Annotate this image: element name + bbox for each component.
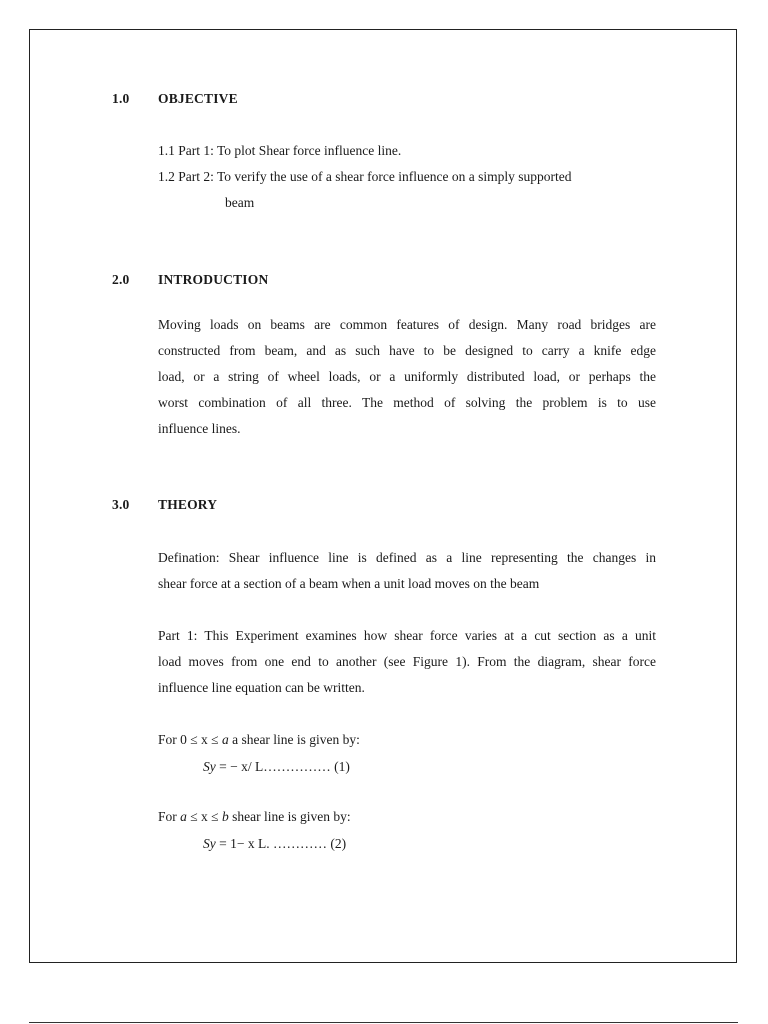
condition-text: a shear line is given by: xyxy=(228,732,360,747)
section-title: OBJECTIVE xyxy=(158,91,238,106)
paragraph-line: shear force at a section of a beam when a unit load moves on the beam xyxy=(158,576,540,591)
paragraph-line: Defination: Shear influence line is defined as a line representing the changes in xyxy=(158,550,656,565)
objective-item-2-continued: beam xyxy=(225,195,255,210)
paragraph-line: load, or a string of wheel loads, or a uniformly distributed load, or perhaps the xyxy=(158,369,656,384)
paragraph-line: Part 1: This Experiment examines how shear force varies at a cut section as a unit xyxy=(158,628,656,643)
variable-a: a xyxy=(180,809,187,824)
variable-b: b xyxy=(221,809,229,824)
equation-2 xyxy=(203,836,346,852)
section-number: 3.0 xyxy=(112,497,130,512)
equation-1 xyxy=(203,759,350,775)
paragraph-line: influence lines. xyxy=(158,421,241,436)
equation-rhs: = 1− x L. ………… (2) xyxy=(215,836,347,851)
objective-item-1: 1.1 Part 1: To plot Shear force influence line. xyxy=(158,143,402,158)
paragraph-line: Moving loads on beams are common features of design. Many road bridges are xyxy=(158,317,656,332)
section-title: THEORY xyxy=(158,497,218,512)
condition-text: shear line is given by: xyxy=(228,809,351,824)
next-page-border xyxy=(29,1022,738,1023)
condition-1 xyxy=(158,732,360,748)
section-title: INTRODUCTION xyxy=(158,272,269,287)
equation-lhs: Sy xyxy=(203,759,216,774)
paragraph-line: load moves from one end to another (see Figure 1). From the diagram, shear force xyxy=(158,654,656,669)
section-number: 1.0 xyxy=(112,91,130,106)
objective-item-2: 1.2 Part 2: To verify the use of a shear force influence on a simply supported xyxy=(158,169,572,184)
definition-paragraph xyxy=(158,549,656,601)
paragraph-line: influence line equation can be written. xyxy=(158,680,365,695)
condition-text: For 0 ≤ x ≤ xyxy=(158,732,222,747)
variable-a: a xyxy=(221,732,229,747)
equation-rhs: = − x/ L…………… (1) xyxy=(215,759,350,774)
equation-lhs: Sy xyxy=(203,836,216,851)
section-number: 2.0 xyxy=(112,272,130,287)
condition-text: For xyxy=(158,809,181,824)
introduction-paragraph xyxy=(158,316,656,446)
condition-2 xyxy=(158,809,351,825)
part1-paragraph xyxy=(158,627,656,705)
paragraph-line: constructed from beam, and as such have to be designed to carry a knife edge xyxy=(158,343,656,358)
condition-text: ≤ x ≤ xyxy=(186,809,222,824)
paragraph-line: worst combination of all three. The method of solving the problem is to use xyxy=(158,395,656,410)
